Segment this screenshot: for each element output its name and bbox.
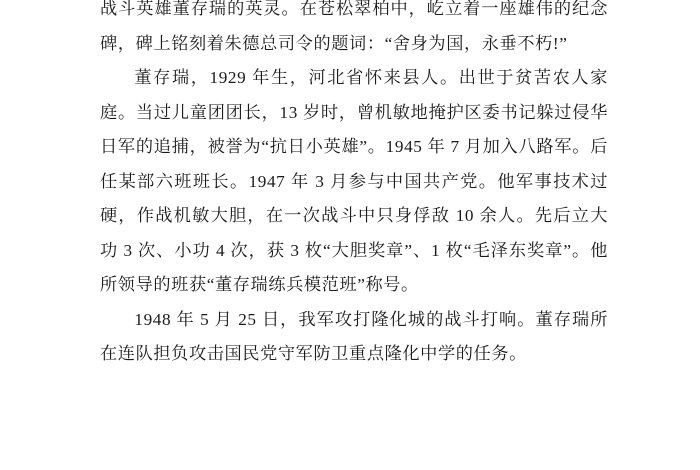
paragraph-3: 1948 年 5 月 25 日，我军攻打隆化城的战斗打响。董存瑞所在连队担负攻击国民党守军防卫重点隆化中学的任务。 bbox=[100, 309, 608, 363]
paragraph-2: 董存瑞，1929 年生，河北省怀来县人。出世于贫苦农人家庭。当过儿童团团长，13 岁时，曾机敏地掩护区委书记躲过侵华日军的追捕，被誉为“抗日小英雄”。1945 年 7 月加入八路军。后任某部六班班长。1947 年 3 月参与中国共产党。他军事技术过硬，作战机敏大胆，在一次战斗中只身俘敌 10 余人。先后立大功 3 次、小功 4 次，获 3 枚“大胆奖章”、1 枚“毛泽东奖章”。他所领导的班获“董存瑞练兵模范班”称号。 bbox=[100, 68, 608, 294]
document-body bbox=[100, 0, 608, 372]
paragraph-1: 战斗英雄董存瑞的英灵。在苍松翠柏中，屹立着一座雄伟的纪念碑，碑上铭刻着朱德总司令的题词：“舍身为国，永垂不朽!” bbox=[100, 0, 608, 53]
